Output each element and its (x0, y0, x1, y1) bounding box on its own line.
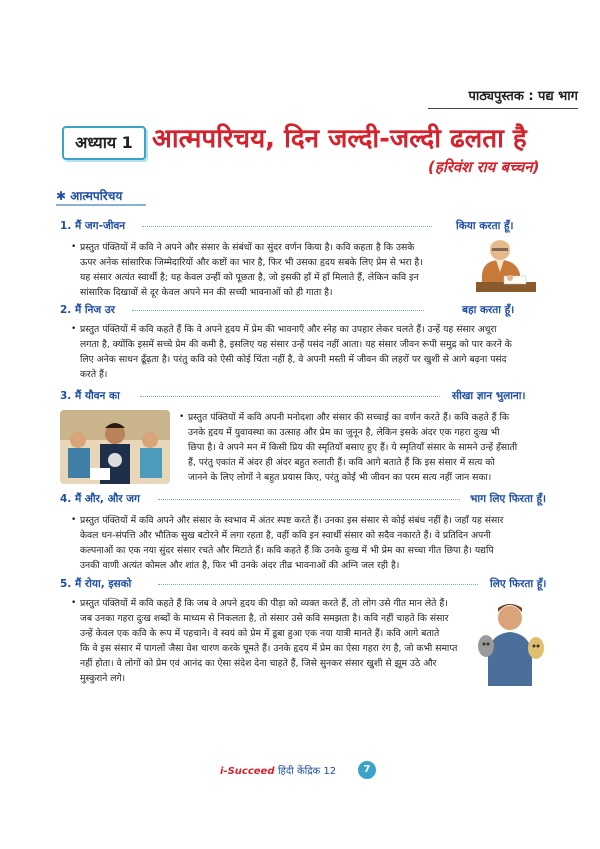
explanation-2 (71, 322, 540, 382)
explanation-line: लिए अनेक साधन ढूँढ़ता है। परंतु कवि को ऐसी कोई चिंता नहीं है, वे अपनी मस्ती में जीवन की लहरों पर खुशी से आगे बढ़ना पसंद (80, 354, 507, 365)
chapter-label: अध्याय 1 (75, 133, 133, 152)
bullet-icon: • (71, 515, 77, 525)
bullet-icon: • (71, 598, 77, 608)
page-footer (220, 761, 380, 779)
explanation-line: करते हैं। (80, 369, 108, 380)
poet-illustration (470, 234, 540, 298)
explanation-line: प्रस्तुत पंक्तियों में कवि ने अपने और संसार के संबंधों का सुंदर वर्णन किया है। कवि कहता है कि उसके (80, 242, 415, 253)
verse-end: किया करता हूँ। (456, 220, 514, 232)
explanation-3 (179, 410, 544, 485)
explanation-line: लगता है, क्योंकि इसमें सच्चे प्रेम की कमी है, इसलिए यह संसार उन्हें पसंद नहीं आता। यह संसार जीवन रूपी समुद्र को पार करने के (80, 339, 512, 350)
dotted-leader (132, 310, 424, 311)
verse-line-4 (60, 492, 546, 508)
man-with-masks-image (474, 594, 546, 686)
explanation-line: यह संसार अत्यंत स्वार्थी है; यह केवल उन्हीं को पूछता है, जो इसकी हाँ में हाँ मिलाते हैं, लेकिन कवि इन (80, 272, 419, 283)
youth-group-image (60, 410, 170, 484)
explanation-line: प्रस्तुत पंक्तियों में कवि कहते हैं कि वे अपने हृदय में प्रेम की भावनाएँ और स्नेह का उपहार लेकर चलते हैं। उन्हें यह संसार अधूरा (80, 324, 497, 335)
explanation-4 (71, 513, 540, 573)
explanation-line: उन्हें केवल एक कवि के रूप में पहचाने। वे स्वयं को प्रेम में डूबा हुआ एक नया यात्री मानते हैं। कवि आगे बताते (80, 628, 440, 639)
chapter-label-box (62, 126, 146, 160)
section-title: आत्मपरिचय (70, 189, 123, 203)
explanation-line: ऊपर अनेक सांसारिक जिम्मेदारियों और कष्टों का भार है, फिर भी उसका हृदय सबके लिए प्रेम से भरा है। (80, 257, 423, 268)
textbook-section-header (428, 86, 578, 109)
section-underline (56, 204, 146, 206)
explanation-line: उनके हृदय में युवावस्था का उत्साह और प्रेम का जुनून है, लेकिन इसके अंदर एक गहरा दुःख भी (188, 427, 500, 438)
verse-line-3 (60, 389, 540, 405)
verse-start: 5. मैं रोया, इसको (60, 578, 132, 590)
dotted-leader (140, 396, 440, 397)
footer-brand (220, 763, 336, 777)
verse-end: सीखा ज्ञान भुलाना। (452, 390, 526, 402)
verse-start: 2. मैं निज उर (60, 304, 115, 316)
bullet-icon: • (71, 242, 77, 252)
explanation-line: प्रस्तुत पंक्तियों में कवि अपनी मनोदशा और संसार की सच्चाई का वर्णन करते हैं। कवि कहते हैं कि (188, 412, 509, 423)
explanation-line: सांसारिक दिखावों से दूर केवल अपने मन की सच्ची भावनाओं को ही गाता है। (80, 287, 333, 298)
masks-illustration (474, 594, 546, 686)
explanation-line: नहीं होता। वे लोगों को प्रेम एवं आनंद का ऐसा संदेश देना चाहते हैं, जिसे सुनकर संसार खुशी से झूम उठे और (80, 658, 437, 669)
footer-brand-name: i-Succeed (220, 766, 275, 777)
explanation-line: प्रस्तुत पंक्तियों में कवि कहते हैं कि जब वे अपने हृदय की पीड़ा को व्यक्त करते हैं, तो लोग उसे गीत मान लेते हैं। (80, 598, 448, 609)
footer-book-name: हिंदी केंद्रिक 12 (277, 766, 337, 777)
explanation-line: कि वे इस संसार में पागलों जैसा वेश धारण करके घूमते हैं। उनके हृदय में प्रेम का ऐसा गहरा रंग है, जो कभी समाप्त (80, 643, 458, 654)
explanation-5 (71, 596, 472, 686)
poet-writing-image (470, 234, 540, 298)
youth-illustration (60, 410, 170, 484)
chapter-title: आत्मपरिचय, दिन जल्दी-जल्दी ढलता है (152, 124, 527, 154)
explanation-line: उनकी वाणी अत्यंत कोमल और शांत है, फिर भी उनके अंदर तीव्र भावनाओं की अग्नि जल रही है। (80, 560, 400, 571)
bullet-icon: • (179, 412, 185, 422)
explanation-line: मुस्कुराने लगे। (80, 673, 126, 684)
verse-line-1 (60, 219, 540, 235)
chapter-author: (हरिवंश राय बच्चन) (428, 158, 540, 176)
section-heading (56, 187, 122, 204)
star-icon: ✱ (56, 189, 67, 203)
dotted-leader (158, 584, 478, 585)
verse-end: भाग लिए फिरता हूँ। (470, 493, 546, 505)
verse-start: 1. मैं जग-जीवन (60, 220, 126, 232)
explanation-line: जानने के लिए लोगों ने बहुत प्रयास किए, परंतु कोई भी जीवन का परम सत्य नहीं जान सका। (188, 472, 492, 483)
verse-start: 4. मैं और, और जग (60, 493, 140, 505)
explanation-line: केवल धन-संपत्ति और भौतिक सुख बटोरने में लगा रहता है, वहीं कवि इन स्वार्थी संसार को सदैव नकारते हैं। वे प्रतिदिन अपनी (80, 530, 491, 541)
explanation-line: छिपा है। वे अपने मन में किसी प्रिय की स्मृतियाँ बसाए हुए हैं। ये स्मृतियाँ संसार के सामने उन्हें हँसाती (188, 442, 518, 453)
verse-start: 3. मैं यौवन का (60, 390, 120, 402)
page-number: 7 (358, 761, 376, 779)
verse-line-5 (60, 577, 547, 593)
explanation-line: जब उनका गहरा दुःख शब्दों के माध्यम से निकलता है, तो संसार उसे कवि समझता है। कवि नहीं चाहते कि संसार (80, 613, 449, 624)
explanation-1 (71, 240, 452, 300)
explanation-line: प्रस्तुत पंक्तियों में कवि अपने और संसार के स्वभाव में अंतर स्पष्ट करते हैं। उनका इस संसार से कोई संबंध नहीं है। जहाँ यह संसार (80, 515, 504, 526)
explanation-line: हैं, परंतु एकांत में अंदर ही अंदर बहुत रुलाती हैं। कवि आगे बताते हैं कि इस संसार में सत्य को (188, 457, 495, 468)
explanation-line: कल्पनाओं का एक नया सुंदर संसार रचते और मिटाते हैं। कवि कहते हैं कि उनके दुःख में भी प्रेम का सच्चा गीत छिपा है। यद्यपि (80, 545, 494, 556)
dotted-leader (158, 499, 460, 500)
dotted-leader (142, 226, 432, 227)
bullet-icon: • (71, 324, 77, 334)
verse-end: बहा करता हूँ। (462, 304, 515, 316)
textbook-section-label: पाठ्यपुस्तक : पद्य भाग (468, 89, 578, 104)
verse-end: लिए फिरता हूँ। (490, 578, 547, 590)
verse-line-2 (60, 303, 540, 319)
